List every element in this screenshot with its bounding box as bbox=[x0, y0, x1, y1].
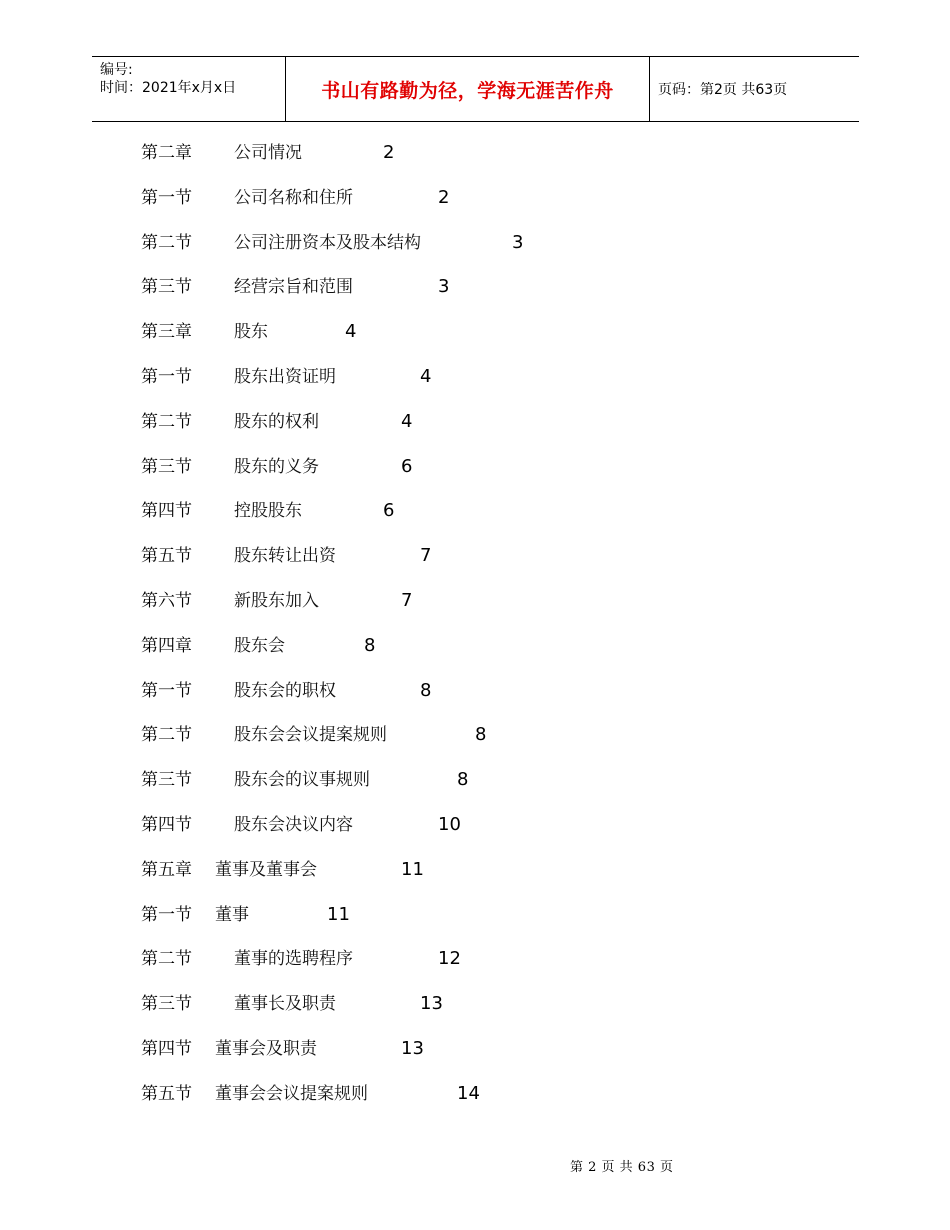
toc-entry-label: 第三节 bbox=[141, 277, 192, 298]
table-of-contents bbox=[0, 131, 950, 1117]
toc-entry-page-number: 8 bbox=[420, 679, 432, 701]
toc-entry-page-number: 13 bbox=[401, 1037, 424, 1059]
toc-entry-label: 第一节 bbox=[141, 366, 192, 387]
toc-entry-page-number: 7 bbox=[420, 545, 432, 567]
toc-entry-label: 第三节 bbox=[141, 770, 192, 791]
toc-entry-label: 第一节 bbox=[141, 904, 192, 925]
toc-entry-title: 经营宗旨和范围 bbox=[234, 277, 353, 298]
toc-entry bbox=[0, 310, 950, 355]
toc-entry-title: 股东转让出资 bbox=[234, 546, 336, 567]
toc-entry bbox=[0, 848, 950, 893]
toc-entry bbox=[0, 803, 950, 848]
toc-entry-page-number: 10 bbox=[438, 813, 461, 835]
toc-entry-title: 董事长及职责 bbox=[234, 994, 336, 1015]
toc-entry-label: 第二节 bbox=[141, 411, 192, 432]
toc-entry-label: 第五节 bbox=[141, 546, 192, 567]
toc-entry bbox=[0, 758, 950, 803]
toc-entry bbox=[0, 893, 950, 938]
toc-entry-title: 股东 bbox=[234, 322, 268, 343]
toc-entry-title: 董事的选聘程序 bbox=[234, 949, 353, 970]
toc-entry bbox=[0, 579, 950, 624]
toc-entry-page-number: 8 bbox=[457, 769, 469, 791]
toc-entry-page-number: 4 bbox=[401, 410, 413, 432]
toc-entry-label: 第三节 bbox=[141, 994, 192, 1015]
toc-entry-page-number: 3 bbox=[438, 276, 450, 298]
toc-entry-title: 股东会会议提案规则 bbox=[234, 725, 387, 746]
header-page-info: 页码：第2页 共63页 bbox=[658, 82, 788, 98]
toc-entry bbox=[0, 265, 950, 310]
toc-entry-title: 公司注册资本及股本结构 bbox=[234, 232, 421, 253]
toc-entry-page-number: 4 bbox=[345, 321, 357, 343]
toc-entry-page-number: 8 bbox=[475, 724, 487, 746]
toc-entry-page-number: 4 bbox=[420, 365, 432, 387]
toc-entry-label: 第四节 bbox=[141, 1038, 192, 1059]
page-header bbox=[92, 56, 859, 122]
toc-entry-title: 股东会的职权 bbox=[234, 680, 336, 701]
toc-entry-page-number: 7 bbox=[401, 589, 413, 611]
toc-entry-label: 第五章 bbox=[141, 859, 192, 880]
toc-entry-page-number: 6 bbox=[383, 500, 395, 522]
toc-entry-page-number: 12 bbox=[438, 948, 461, 970]
toc-entry bbox=[0, 624, 950, 669]
toc-entry-label: 第三章 bbox=[141, 322, 192, 343]
toc-entry-label: 第二章 bbox=[141, 143, 192, 163]
header-motto: 书山有路勤为径，学海无涯苦作舟 bbox=[321, 79, 614, 102]
toc-entry bbox=[0, 131, 950, 176]
toc-entry bbox=[0, 937, 950, 982]
toc-entry-label: 第一节 bbox=[141, 187, 192, 208]
toc-entry-label: 第二节 bbox=[141, 232, 192, 253]
toc-entry-label: 第二节 bbox=[141, 949, 192, 970]
document-code-label: 编号: bbox=[100, 62, 133, 78]
toc-entry bbox=[0, 400, 950, 445]
toc-entry-label: 第六节 bbox=[141, 590, 192, 611]
toc-entry bbox=[0, 355, 950, 400]
toc-entry-page-number: 2 bbox=[438, 186, 450, 208]
header-motto-cell bbox=[286, 57, 650, 121]
toc-entry bbox=[0, 534, 950, 579]
toc-entry-title: 董事会会议提案规则 bbox=[215, 1083, 368, 1104]
toc-entry-title: 董事会及职责 bbox=[215, 1038, 317, 1059]
toc-entry-page-number: 3 bbox=[512, 231, 524, 253]
header-page-cell bbox=[650, 57, 859, 121]
toc-entry-page-number: 11 bbox=[327, 903, 350, 925]
toc-entry-title: 股东的权利 bbox=[234, 411, 319, 432]
toc-entry bbox=[0, 221, 950, 266]
toc-entry-label: 第四章 bbox=[141, 635, 192, 656]
toc-entry-page-number: 2 bbox=[383, 142, 395, 163]
toc-entry bbox=[0, 445, 950, 490]
toc-entry-page-number: 8 bbox=[364, 634, 376, 656]
toc-entry bbox=[0, 982, 950, 1027]
toc-entry-title: 董事及董事会 bbox=[215, 859, 317, 880]
toc-entry-label: 第四节 bbox=[141, 814, 192, 835]
document-time-label: 时间：2021年x月x日 bbox=[100, 80, 237, 96]
toc-entry-page-number: 6 bbox=[401, 455, 413, 477]
toc-entry-label: 第一节 bbox=[141, 680, 192, 701]
toc-entry bbox=[0, 1072, 950, 1117]
toc-entry bbox=[0, 176, 950, 221]
toc-entry bbox=[0, 489, 950, 534]
header-meta-cell bbox=[92, 57, 286, 121]
toc-entry-title: 公司名称和住所 bbox=[234, 187, 353, 208]
toc-entry-title: 董事 bbox=[215, 904, 249, 925]
toc-entry-title: 公司情况 bbox=[234, 143, 302, 163]
toc-entry-title: 新股东加入 bbox=[234, 590, 319, 611]
toc-entry-page-number: 11 bbox=[401, 858, 424, 880]
toc-entry-label: 第五节 bbox=[141, 1083, 192, 1104]
toc-entry bbox=[0, 1027, 950, 1072]
toc-entry-title: 控股股东 bbox=[234, 501, 302, 522]
toc-entry-label: 第二节 bbox=[141, 725, 192, 746]
toc-entry-page-number: 14 bbox=[457, 1082, 480, 1104]
toc-entry bbox=[0, 669, 950, 714]
toc-entry-label: 第三节 bbox=[141, 456, 192, 477]
toc-entry-title: 股东会的议事规则 bbox=[234, 770, 370, 791]
toc-entry-title: 股东会 bbox=[234, 635, 285, 656]
toc-entry-page-number: 13 bbox=[420, 993, 443, 1015]
toc-entry bbox=[0, 713, 950, 758]
toc-entry-label: 第四节 bbox=[141, 501, 192, 522]
footer-page-number: 第 2 页 共 63 页 bbox=[570, 1160, 674, 1175]
toc-entry-title: 股东会决议内容 bbox=[234, 814, 353, 835]
toc-entry-title: 股东出资证明 bbox=[234, 366, 336, 387]
toc-entry-title: 股东的义务 bbox=[234, 456, 319, 477]
